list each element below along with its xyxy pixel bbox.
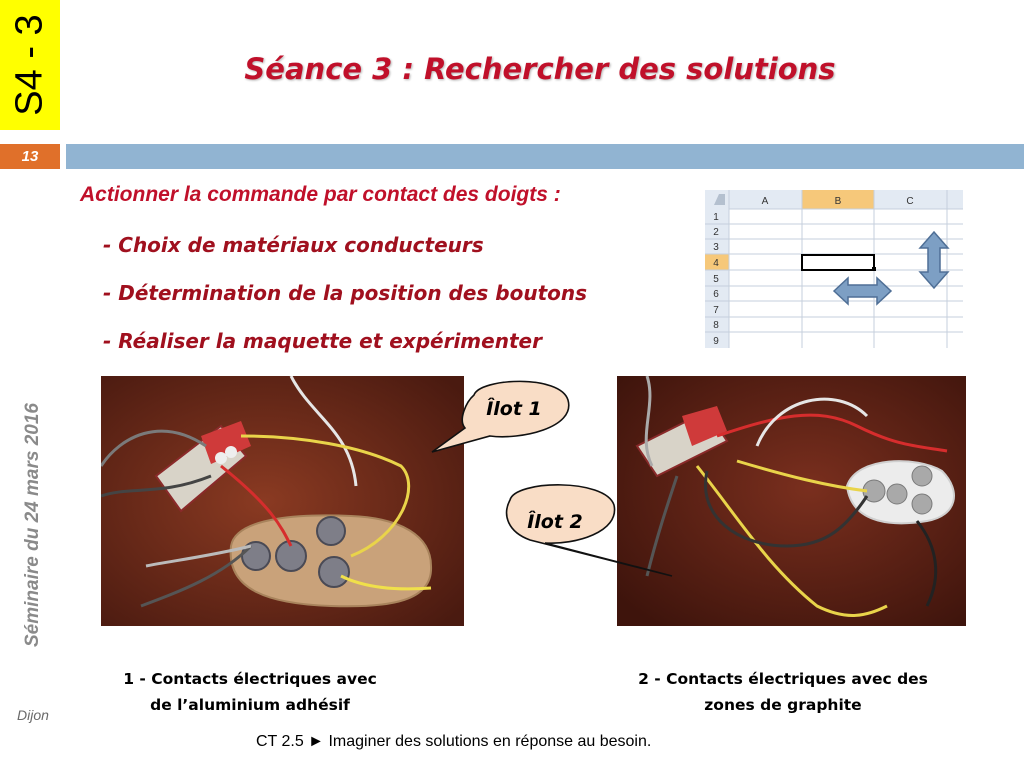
bullet-item: - Détermination de la position des boutons (103, 281, 588, 305)
bullet-item: - Choix de matériaux conducteurs (103, 233, 484, 257)
row-header-6: 6 (713, 289, 719, 300)
bubble-ilot1-label: Îlot 1 (486, 398, 542, 420)
caption-left-line2: de l’aluminium adhésif (150, 696, 350, 714)
caption-right-line2: zones de graphite (704, 696, 862, 714)
row-header-4: 4 (713, 258, 719, 269)
sidebar-date: Séminaire du 24 mars 2016 (22, 403, 43, 647)
slide-number: 13 (0, 144, 60, 169)
caption-right (618, 666, 948, 718)
row-header-9: 9 (713, 336, 719, 347)
row-header-1: 1 (713, 212, 719, 223)
slide-title: Séance 3 : Rechercher des solutions (244, 52, 836, 86)
col-header-b: B (834, 196, 842, 207)
col-header-a: A (761, 196, 769, 207)
session-tag-text: S4 - 3 (8, 14, 51, 116)
subtitle: Actionner la commande par contact des doigts : (80, 183, 561, 206)
row-header-7: 7 (713, 305, 719, 316)
row-header-5: 5 (713, 274, 719, 285)
bullet-item: - Réaliser la maquette et expérimenter (103, 329, 542, 353)
footer-location: Dijon (17, 707, 49, 723)
bubble-ilot2-label: Îlot 2 (527, 511, 583, 533)
caption-right-line1: 2 - Contacts électriques avec des (638, 670, 928, 688)
caption-left (105, 666, 395, 718)
footer-competency: CT 2.5 ► Imaginer des solutions en réponse au besoin. (256, 733, 652, 750)
col-header-c: C (906, 196, 914, 207)
row-header-3: 3 (713, 242, 719, 253)
row-header-2: 2 (713, 227, 719, 238)
caption-left-line1: 1 - Contacts électriques avec (123, 670, 377, 688)
row-header-8: 8 (713, 320, 719, 331)
